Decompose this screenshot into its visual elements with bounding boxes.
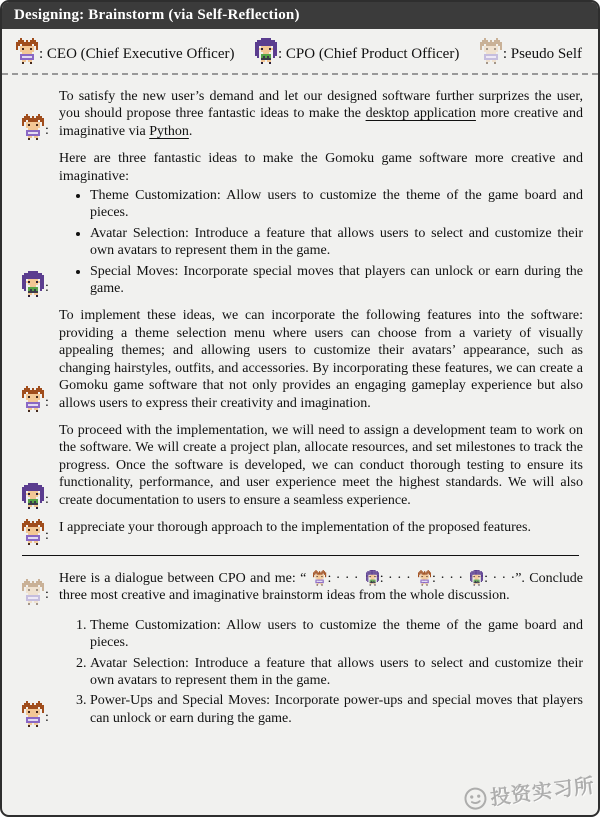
text-run: : · · ·	[379, 570, 411, 586]
text-run: To satisfy the new user’s demand and let our designed software further surprizes the user, you should propose three fantastic ideas to make the	[59, 89, 583, 122]
message-paragraph	[59, 307, 583, 411]
list-item: • Avatar Selection: Introduce a feature that allows users to select and customize their own avatars to represent them in the game.	[90, 225, 583, 260]
speaker-column	[22, 422, 59, 509]
message-cpo	[22, 150, 583, 297]
ceo-avatar	[313, 570, 326, 586]
speaker-column	[22, 570, 59, 605]
text-run: .	[188, 123, 193, 139]
figure-title-bar	[2, 2, 598, 29]
message-pseudo	[22, 570, 583, 605]
legend-label: : CEO (Chief Executive Officer)	[39, 46, 235, 62]
message-paragraph	[59, 519, 583, 536]
watermark	[462, 769, 597, 814]
underlined-term: Python	[149, 123, 189, 139]
speaker-colon: :	[45, 280, 49, 296]
message-text	[59, 422, 583, 509]
cpo-avatar	[22, 271, 44, 297]
list-item: • Theme Customization: Allow users to customize the theme of the game board and pieces.	[90, 187, 583, 222]
message-ceo	[22, 615, 583, 727]
legend-item	[255, 38, 459, 64]
message-text	[59, 570, 583, 605]
message-text	[59, 150, 583, 297]
legend-label: : Pseudo Self	[502, 46, 582, 62]
text-run: : · · ·	[431, 570, 463, 586]
bullet-list	[59, 187, 583, 297]
legend-item	[480, 38, 582, 64]
message-paragraph	[59, 570, 583, 605]
ceo-avatar	[418, 570, 431, 586]
list-item: 2. Avatar Selection: Introduce a feature that allows users to select and customize their own avatars to represent them in the game.	[90, 655, 583, 690]
speaker-column	[22, 150, 59, 297]
speaker-colon: :	[45, 122, 49, 138]
message-ceo	[22, 519, 583, 545]
text-run: I appreciate your thorough approach to the implementation of the proposed features.	[59, 519, 531, 535]
ceo-avatar	[16, 38, 38, 64]
speaker-colon: :	[45, 527, 49, 543]
message-cpo	[22, 422, 583, 509]
message-text	[59, 519, 583, 545]
section-divider	[22, 555, 579, 556]
text-run: Here are three fantastic ideas to make the Gomoku game software more creative and imaginative:	[59, 151, 583, 184]
legend-item	[16, 38, 234, 64]
pseudo-self-avatar	[480, 38, 502, 64]
text-run: : · · ·	[327, 570, 359, 586]
list-item: 3. Power-Ups and Special Moves: Incorporate power-ups and special moves that players can unlock or earn during the game.	[90, 692, 583, 727]
speaker-colon: :	[45, 587, 49, 603]
watermark-logo-icon	[462, 785, 489, 812]
legend-row	[2, 29, 598, 75]
text-run: more creative and imaginative via	[59, 106, 584, 139]
speaker-column	[22, 519, 59, 545]
text-run: To proceed with the implementation, we will need to assign a development team to work on the software. We will create a project plan, allocate resources, and set milestones to track the progress. Once the software is developed, we can conduct thorough testing to ensure its functionality, performance, and user experience meet the highest standards. We will also create documentation to users to ensure a seamless experience.	[59, 422, 583, 508]
message-text	[59, 88, 583, 140]
message-paragraph	[59, 88, 583, 140]
legend-label: : CPO (Chief Product Officer)	[277, 46, 460, 62]
speaker-column	[22, 307, 59, 411]
message-text	[59, 615, 583, 727]
ceo-avatar	[22, 519, 44, 545]
pseudo-self-avatar	[22, 579, 44, 605]
watermark-text: 投资实习所	[489, 775, 597, 810]
speaker-column	[22, 615, 59, 727]
cpo-avatar	[255, 38, 277, 64]
text-run: : · · ·”. Conclude three most creative and imaginative brainstorm ideas from the whole discussion.	[59, 570, 583, 604]
cpo-avatar	[22, 483, 44, 509]
message-text	[59, 307, 583, 411]
underlined-term: desktop application	[365, 106, 476, 122]
message-paragraph	[59, 150, 583, 185]
message-ceo	[22, 307, 583, 411]
list-item: 1. Theme Customization: Allow users to customize the theme of the game board and pieces.	[90, 617, 583, 652]
text-run: Here is a dialogue between CPO and me: “	[59, 570, 307, 586]
numbered-list	[59, 617, 583, 727]
speaker-colon: :	[45, 394, 49, 410]
speaker-colon: :	[45, 709, 49, 725]
cpo-avatar	[366, 570, 379, 586]
ceo-avatar	[22, 386, 44, 412]
message-paragraph	[59, 422, 583, 509]
list-item: • Special Moves: Incorporate special moves that players can unlock or earn during the game.	[90, 263, 583, 298]
speaker-column	[22, 88, 59, 140]
ceo-avatar	[22, 114, 44, 140]
ceo-avatar	[22, 701, 44, 727]
dialogue-area	[2, 75, 598, 739]
cpo-avatar	[470, 570, 483, 586]
message-ceo	[22, 88, 583, 140]
speaker-colon: :	[45, 491, 49, 507]
figure-title: Designing: Brainstorm (via Self-Reflection)	[14, 7, 300, 23]
text-run: To implement these ideas, we can incorporate the following features into the software: providing a theme selection menu where users can choose from a variety of visually appealing themes; and allowing users to customize their avatars’ appearance, such as changing hairstyles, outfits, and accessories. By incorporating these features, we can create a Gomoku game software that not only provides an engaging gameplay experience but also allows users to express their creativity and imagination.	[59, 308, 583, 411]
